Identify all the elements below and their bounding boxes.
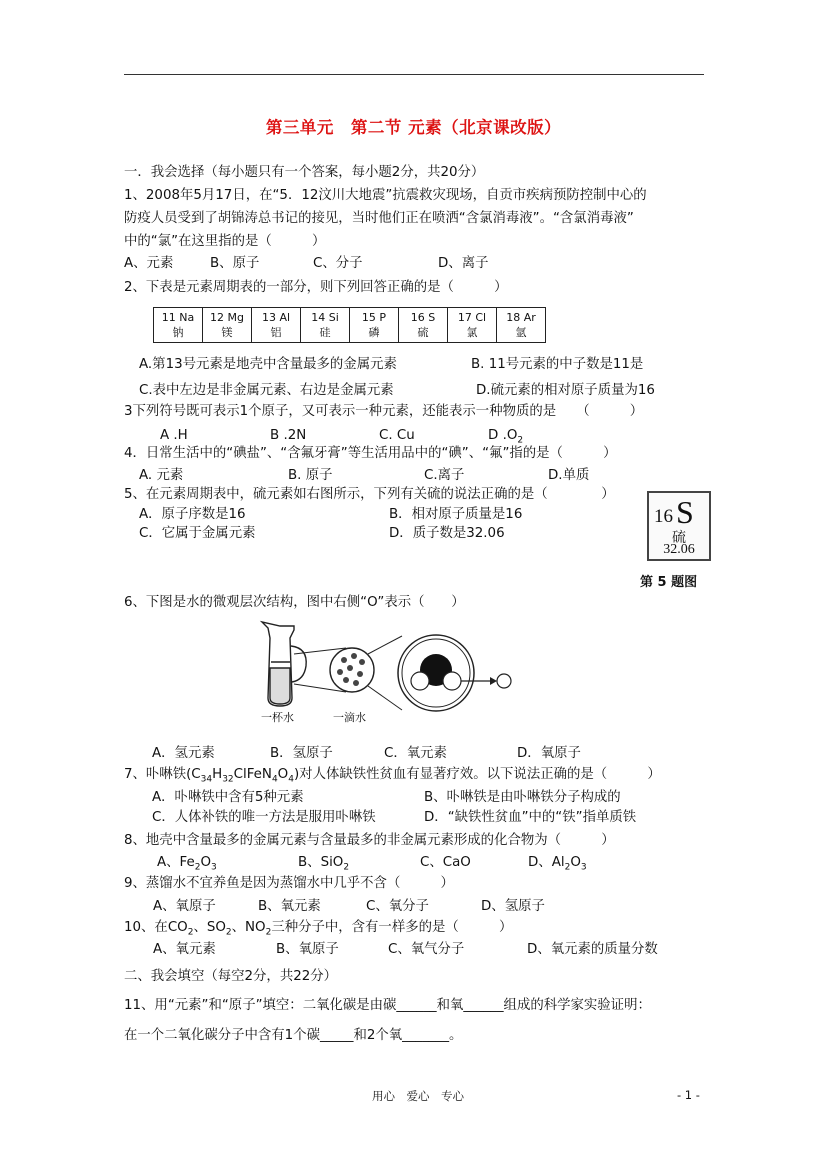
q2-option-a: A.第13号元素是地壳中含量最多的金属元素: [139, 357, 397, 372]
q2-option-b: B. 11号元素的中子数是11是: [471, 357, 644, 372]
q2-stem: 2、下表是元素周期表的一部分，则下列回答正确的是（ ）: [124, 280, 508, 295]
footer-motto: 用心 爱心 专心: [372, 1089, 464, 1103]
q1-option-b: B、原子: [210, 256, 260, 271]
page-number: - 1 -: [677, 1088, 700, 1102]
pitcher-icon: [262, 622, 306, 706]
q5-option-a: A．原子序数是16: [139, 507, 246, 522]
header-rule: [124, 74, 704, 75]
q5-stem: 5、在元素周期表中，硫元素如右图所示，下列有关硫的说法正确的是（ ）: [124, 487, 615, 502]
element-cell: 11 Na 钠: [154, 308, 203, 343]
q1-option-a: A、元素: [124, 256, 174, 271]
q7-option-b: B、卟啉铁是由卟啉铁分子构成的: [424, 790, 621, 805]
q5-option-d: D．质子数是32.06: [389, 526, 505, 541]
q4-option-a: A. 元素: [139, 468, 184, 483]
q9-option-b: B、氧元素: [258, 899, 321, 914]
q8-option-c: C、CaO: [420, 855, 471, 870]
element-name: 硫: [672, 530, 686, 546]
q7-option-d: D．“缺铁性贫血”中的“铁”指单质铁: [424, 810, 637, 825]
q8-option-d: D、$Al_2O_3$: [528, 855, 587, 873]
section-heading-fill: 二、我会填空（每空2分，共22分）: [124, 969, 338, 984]
q10-stem: 10、在$CO_2$、$SO_2$、$NO_2$三种分子中，含有一样多的是（ ）: [124, 920, 513, 938]
q10-option-a: A、氧元素: [153, 942, 216, 957]
q6-stem: 6、下图是水的微观层次结构，图中右侧“O”表示（ ）: [124, 595, 465, 610]
q3-option-d: D $.O_2$: [488, 428, 524, 446]
q8-stem: 8、地壳中含量最多的金属元素与含量最多的非金属元素形成的化合物为（ ）: [124, 833, 615, 848]
q7-option-c: C．人体补铁的唯一方法是服用卟啉铁: [152, 810, 376, 825]
q9-option-d: D、氢原子: [481, 899, 545, 914]
q3-stem: 3下列符号既可表示1个原子，又可表示一种元素，还能表示一种物质的是 （ ）: [124, 404, 644, 419]
q8-option-a: A、$Fe_2O_3$: [157, 855, 217, 873]
q4-stem: 4．日常生活中的“碘盐”、“含氟牙膏”等生活用品中的“碘”、“氟”指的是（ ）: [124, 446, 617, 461]
q4-option-b: B. 原子: [288, 468, 333, 483]
atom-circle-icon: [497, 674, 511, 688]
q8-option-b: B、SiO$_2$: [298, 855, 350, 873]
q9-option-c: C、氧分子: [366, 899, 429, 914]
q4-option-c: C.离子: [424, 468, 465, 483]
figure-label-drop: 一滴水: [333, 711, 366, 724]
q3-option-b: B .2N: [270, 428, 307, 443]
element-symbol: S: [676, 494, 694, 530]
q3-option-c: C. Cu: [379, 428, 415, 443]
element-cell: 12 Mg 镁: [203, 308, 252, 343]
q10-option-b: B、氧原子: [276, 942, 339, 957]
q11-line2: 在一个二氧化碳分子中含有1个碳_____和2个氧_______。: [124, 1028, 463, 1043]
page-title: 第三单元 第二节 元素（北京课改版）: [265, 118, 562, 137]
q7-stem: 7、卟啉铁$(C_{34}H_{32}ClFeN_4O_4)$对人体缺铁性贫血有显著疗效。以下说法正确的是（ ）: [124, 767, 661, 785]
q7-option-a: A．卟啉铁中含有5种元素: [152, 790, 304, 805]
q10-option-c: C、氧气分子: [388, 942, 465, 957]
q10-option-d: D、氧元素的质量分数: [527, 942, 658, 957]
q6-option-a: A．氢元素: [152, 746, 215, 761]
q3-option-a: A .H: [160, 428, 188, 443]
q6-option-b: B．氢原子: [270, 746, 333, 761]
element-cell: 15 P 磷: [350, 308, 399, 343]
periodic-table-row: [153, 307, 546, 343]
q11-line1: 11、用“元素”和“原子”填空：二氧化碳是由碳______和氧______组成的科学家实验证明：: [124, 998, 651, 1013]
q5-option-c: C．它属于金属元素: [139, 526, 256, 541]
atomic-number: 16: [654, 506, 673, 527]
q1-line3: 中的“氯”在这里指的是（ ）: [124, 234, 326, 249]
sulfur-element-box: [647, 491, 711, 561]
q2-option-d: D.硫元素的相对原子质量为16: [476, 383, 655, 398]
element-cell: 13 Al 铝: [252, 308, 301, 343]
element-cell: 18 Ar 氩: [497, 308, 546, 343]
figure-label-cup: 一杯水: [261, 711, 294, 724]
q1-line2: 防疫人员受到了胡锦涛总书记的接见，当时他们正在喷洒“含氯消毒液”。“含氯消毒液”: [124, 211, 634, 226]
element-cell: 14 Si 硅: [301, 308, 350, 343]
q4-option-d: D.单质: [548, 468, 590, 483]
element-cell: 16 S 硫: [399, 308, 448, 343]
q9-stem: 9、蒸馏水不宜养鱼是因为蒸馏水中几乎不含（ ）: [124, 876, 454, 891]
q5-option-b: B．相对原子质量是16: [389, 507, 523, 522]
section-heading-choice: 一．我会选择（每小题只有一个答案，每小题2分，共20分）: [124, 165, 485, 180]
q6-option-c: C．氧元素: [384, 746, 447, 761]
q1-option-d: D、离子: [438, 256, 489, 271]
q9-option-a: A、氧原子: [153, 899, 216, 914]
atomic-mass: 32.06: [663, 542, 695, 557]
element-cell: 17 Cl 氯: [448, 308, 497, 343]
q6-option-d: D．氧原子: [517, 746, 581, 761]
q1-option-c: C、分子: [313, 256, 363, 271]
q5-figure-caption: 第 5 题图: [640, 575, 698, 590]
q2-option-c: C.表中左边是非金属元素、右边是金属元素: [139, 383, 394, 398]
q1-line1: 1、2008年5月17日，在“5．12汶川大地震”抗震救灾现场，自贡市疾病预防控制中心的: [124, 188, 647, 203]
